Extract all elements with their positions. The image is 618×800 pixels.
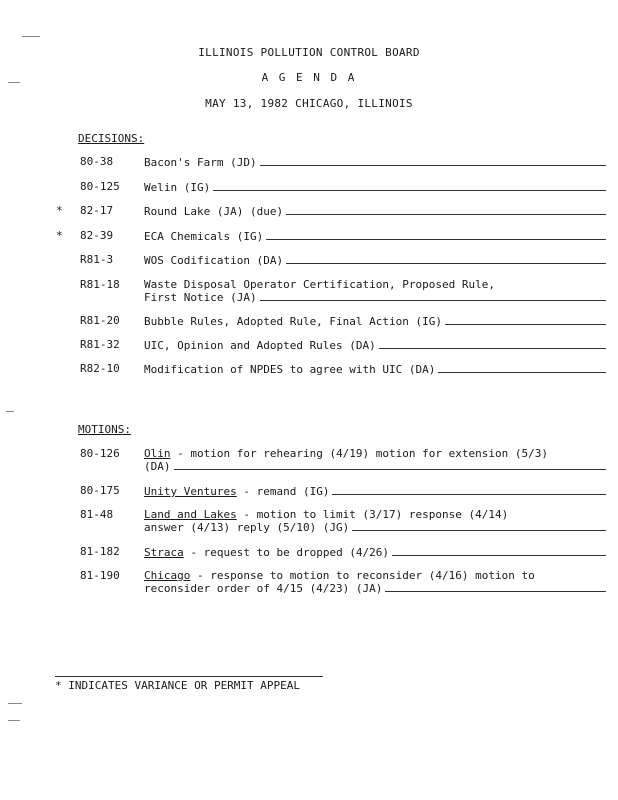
motion-text: - remand (IG) — [236, 485, 330, 498]
meeting-date-place: MAY 13, 1982 CHICAGO, ILLINOIS — [205, 97, 413, 110]
scan-speck — [22, 36, 40, 37]
motion-text-continued: reconsider order of 4/15 (4/23) (JA) — [144, 582, 383, 595]
motion-row — [0, 509, 618, 535]
party-name: Unity Ventures — [144, 485, 237, 498]
motions-heading: MOTIONS: — [78, 423, 131, 436]
docket-number: 81-182 — [80, 545, 120, 558]
motion-row — [0, 448, 618, 474]
decision-text: Welin (IG) — [144, 181, 211, 194]
docket-number: R81-20 — [80, 314, 120, 327]
party-name: Olin — [144, 447, 171, 460]
docket-number: 80-126 — [80, 447, 120, 460]
docket-number: R81-18 — [80, 278, 120, 291]
docket-number: 80-175 — [80, 484, 120, 497]
appeal-marker: * — [56, 229, 63, 242]
agenda-title: A G E N D A — [261, 71, 357, 84]
scan-speck — [8, 703, 22, 704]
motion-text: - request to be dropped (4/26) — [183, 546, 390, 559]
docket-number: R81-32 — [80, 338, 120, 351]
decision-row — [0, 279, 618, 305]
docket-number: R81-3 — [80, 253, 114, 266]
docket-number: 80-38 — [80, 155, 114, 168]
decision-text: Bubble Rules, Adopted Rule, Final Action (IG) — [144, 315, 443, 328]
motion-text: - motion to limit (3/17) response (4/14) — [236, 508, 509, 521]
docket-number: 81-190 — [80, 569, 120, 582]
decision-text: Round Lake (JA) (due) — [144, 205, 284, 218]
footnote: * INDICATES VARIANCE OR PERMIT APPEAL — [55, 679, 301, 692]
scan-speck — [8, 82, 20, 83]
docket-number: 81-48 — [80, 508, 114, 521]
decision-text: Modification of NPDES to agree with UIC (DA) — [144, 363, 436, 376]
party-name: Land and Lakes — [144, 508, 237, 521]
board-name: ILLINOIS POLLUTION CONTROL BOARD — [198, 46, 420, 59]
docket-number: 82-39 — [80, 229, 114, 242]
scan-speck — [6, 411, 14, 412]
party-name: Straca — [144, 546, 184, 559]
footnote-rule — [55, 676, 323, 677]
decision-text: WOS Codification (DA) — [144, 254, 284, 267]
appeal-marker: * — [56, 204, 63, 217]
scan-speck — [8, 720, 20, 721]
docket-number: 82-17 — [80, 204, 114, 217]
docket-number: R82-10 — [80, 362, 120, 375]
motion-text: - response to motion to reconsider (4/16) motion to — [190, 569, 535, 582]
motion-text: - motion for rehearing (4/19) motion for extension (5/3) — [170, 447, 548, 460]
motion-row — [0, 570, 618, 596]
party-name: Chicago — [144, 569, 191, 582]
motion-text-continued: (DA) — [144, 460, 171, 473]
decisions-heading: DECISIONS: — [78, 132, 145, 145]
motion-text-continued: answer (4/13) reply (5/10) (JG) — [144, 521, 350, 534]
decision-text: ECA Chemicals (IG) — [144, 230, 264, 243]
decision-text: UIC, Opinion and Adopted Rules (DA) — [144, 339, 376, 352]
decision-text-continued: First Notice (JA) — [144, 291, 257, 304]
decision-text: Waste Disposal Operator Certification, Proposed Rule, — [144, 278, 495, 291]
decision-text: Bacon's Farm (JD) — [144, 156, 257, 169]
docket-number: 80-125 — [80, 180, 120, 193]
